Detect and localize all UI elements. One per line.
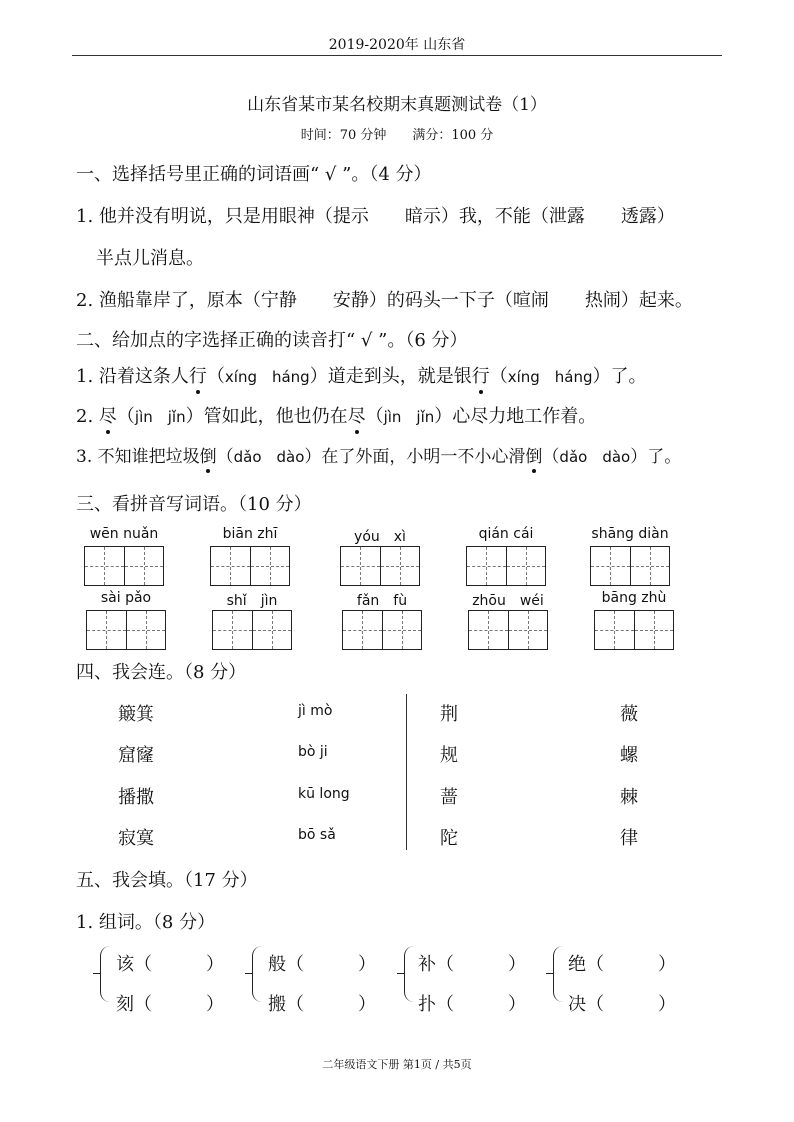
pinyin-label: zhōu wéi <box>472 593 544 609</box>
tian-grid[interactable] <box>590 546 670 586</box>
brace-icon <box>553 946 564 1002</box>
text: （ <box>542 447 560 467</box>
section-2-heading: 二、给加点的字选择正确的读音打“ √ ”。（6 分） <box>76 330 468 351</box>
section-4-heading: 四、我会连。（8 分） <box>76 662 247 683</box>
section-5-heading: 五、我会填。（17 分） <box>76 870 258 891</box>
text: （ <box>206 366 225 387</box>
word-blank[interactable]: 刻（ ） <box>116 994 224 1015</box>
match-pinyin[interactable]: bò ji <box>298 744 328 760</box>
text: 2. <box>76 406 99 427</box>
pinyin-label: shǐ jìn <box>226 593 278 609</box>
text: ）道走到头，就是银 <box>309 366 472 387</box>
word-blank[interactable]: 扑（ ） <box>418 994 526 1015</box>
tian-grid[interactable] <box>594 610 674 650</box>
tian-grid[interactable] <box>342 610 422 650</box>
text: ）了。 <box>630 447 682 467</box>
tian-grid[interactable] <box>466 546 546 586</box>
word-blank[interactable]: 该（ ） <box>116 954 224 975</box>
pinyin-label: wēn nuǎn <box>89 526 159 542</box>
match-char[interactable]: 陀 <box>440 828 458 849</box>
pinyin-label: bāng zhù <box>601 590 667 606</box>
s5-sub1: 1. 组词。（8 分） <box>76 912 216 933</box>
pinyin-label: sài pǎo <box>100 590 152 606</box>
match-char[interactable]: 荆 <box>440 704 458 725</box>
pinyin-options: jìn jǐn <box>383 408 435 426</box>
word-blank[interactable]: 搬（ ） <box>268 994 376 1015</box>
pinyin-options: dǎo dào <box>233 448 305 466</box>
dotted-char: 尽 <box>348 402 366 428</box>
page-footer: 二年级语文下册 第1页 / 共5页 <box>322 1058 472 1071</box>
dotted-char: 倒 <box>200 442 217 467</box>
text: 1. 沿着这条人 <box>76 366 189 387</box>
tian-grid[interactable] <box>468 610 548 650</box>
pinyin-label: fǎn fù <box>356 593 408 609</box>
pinyin-label: biān zhī <box>222 526 278 542</box>
pinyin-label: qián cái <box>478 526 534 542</box>
dotted-char: 行 <box>472 362 490 388</box>
match-char[interactable]: 律 <box>620 828 638 849</box>
pinyin-options: dǎo dào <box>559 448 631 466</box>
text: （ <box>116 406 135 427</box>
tian-grid[interactable] <box>340 546 420 586</box>
tian-grid[interactable] <box>210 546 290 586</box>
text: （ <box>216 447 234 467</box>
section-3-heading: 三、看拼音写词语。（10 分） <box>76 494 312 515</box>
match-word[interactable]: 寂寞 <box>118 828 154 849</box>
match-char[interactable]: 蔷 <box>440 787 458 808</box>
match-word[interactable]: 簸箕 <box>118 704 154 725</box>
exam-title: 山东省某市某名校期末真题测试卷（1） <box>247 95 547 115</box>
dotted-char: 行 <box>189 362 207 388</box>
pinyin-options: jìn jǐn <box>134 408 186 426</box>
match-word[interactable]: 播撒 <box>118 787 154 808</box>
brace-icon <box>252 946 263 1002</box>
word-blank[interactable]: 般（ ） <box>268 954 376 975</box>
tian-grid[interactable] <box>212 610 292 650</box>
match-char[interactable]: 薇 <box>620 704 638 725</box>
text: （ <box>365 406 384 427</box>
text: ）在了外面，小明一不小心滑 <box>304 447 526 467</box>
brace-icon <box>100 946 111 1002</box>
match-char[interactable]: 棘 <box>620 787 638 808</box>
dotted-char: 倒 <box>525 442 542 467</box>
match-pinyin[interactable]: jì mò <box>298 703 333 719</box>
text: ）管如此，他也仍在 <box>185 406 348 427</box>
match-char[interactable]: 规 <box>440 745 458 766</box>
s1-q2: 2. 渔船靠岸了，原本（宁静 安静）的码头一下子（喧闹 热闹）起来。 <box>76 290 693 311</box>
dotted-char: 尽 <box>99 402 117 428</box>
s2-q3 <box>76 442 681 467</box>
brace-icon <box>404 946 415 1002</box>
exam-subtitle: 时间：70 分钟 满分：100 分 <box>300 128 494 143</box>
text: （ <box>489 366 508 387</box>
match-word[interactable]: 窟窿 <box>118 745 154 766</box>
match-char[interactable]: 螺 <box>620 745 638 766</box>
header-rule <box>72 55 722 56</box>
tian-grid[interactable] <box>86 610 166 650</box>
match-pinyin[interactable]: kū long <box>298 786 350 802</box>
word-blank[interactable]: 绝（ ） <box>568 954 676 975</box>
section-1-heading: 一、选择括号里正确的词语画“ √ ”。（4 分） <box>76 164 432 185</box>
match-pinyin[interactable]: bō sǎ <box>298 827 336 843</box>
word-blank[interactable]: 补（ ） <box>418 954 526 975</box>
s1-q1-line1: 1. 他并没有明说，只是用眼神（提示 暗示）我，不能（泄露 透露） <box>76 206 675 227</box>
pinyin-label: yóu xì <box>354 529 406 545</box>
running-header: 2019-2020年 山东省 <box>328 37 466 53</box>
text: ）了。 <box>592 366 647 387</box>
tian-grid[interactable] <box>84 546 164 586</box>
word-blank[interactable]: 决（ ） <box>568 994 676 1015</box>
s2-q1 <box>76 362 647 388</box>
s1-q1-line2: 半点儿消息。 <box>96 248 204 269</box>
text: 3. 不知谁把垃圾 <box>76 447 200 467</box>
pinyin-label: shāng diàn <box>591 526 669 542</box>
divider-line <box>406 694 407 850</box>
pinyin-options: xíng háng <box>507 368 593 386</box>
s2-q2 <box>76 402 596 428</box>
text: ）心尽力地工作着。 <box>434 406 597 427</box>
pinyin-options: xíng háng <box>224 368 310 386</box>
